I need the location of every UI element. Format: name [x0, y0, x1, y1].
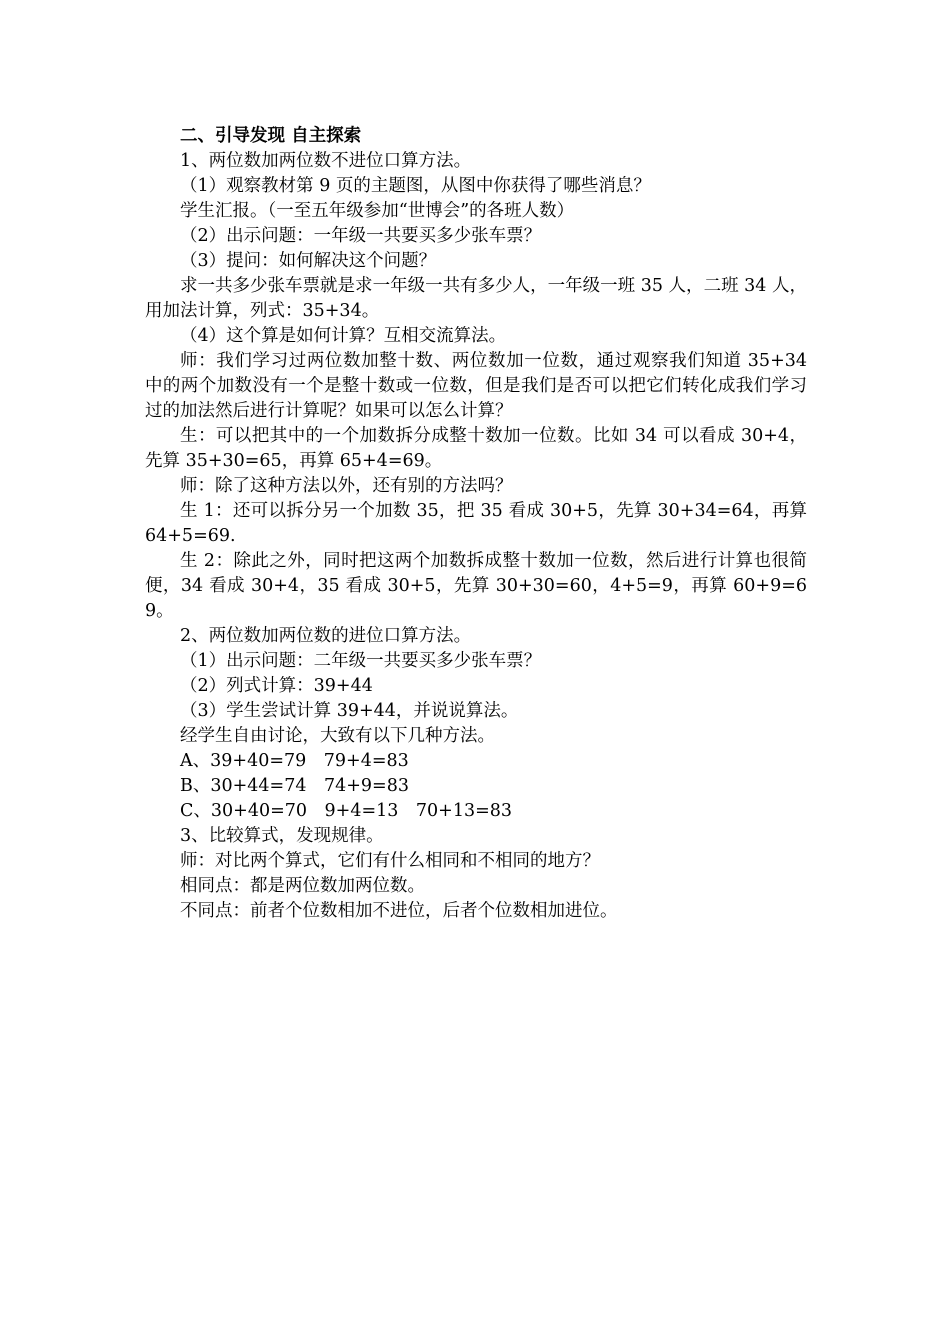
paragraph-5: （3）提问：如何解决这个问题？ [180, 251, 437, 271]
paragraph-4: （2）出示问题：一年级一共要买多少张车票？ [180, 226, 542, 246]
paragraph-9: 生：可以把其中的一个加数拆分成整十数加一位数。比如 34 可以看成 30+4，先算 35+30=65，再算 65+4=69。 [145, 426, 807, 471]
paragraph-7: （4）这个算是如何计算？互相交流算法。 [180, 326, 507, 346]
paragraph-11: 生 1：还可以拆分另一个加数 35，把 35 看成 30+5，先算 30+34=64，再算 64+5=69. [145, 501, 807, 546]
paragraph-1: 1、两位数加两位数不进位口算方法。 [180, 151, 472, 171]
paragraph-2: （1）观察教材第 9 页的主题图，从图中你获得了哪些消息？ [180, 176, 651, 196]
method-c: C、30+40=70 9+4=13 70+13=83 [180, 801, 513, 821]
paragraph-6: 求一共多少张车票就是求一年级一共有多少人，一年级一班 35 人，二班 34 人，用加法计算，列式：35+34。 [145, 276, 807, 321]
paragraph-24: 不同点：前者个位数相加不进位，后者个位数相加进位。 [180, 901, 618, 921]
document-body [145, 124, 807, 924]
paragraph-21: 3、比较算式，发现规律。 [180, 826, 384, 846]
method-a: A、39+40=79 79+4=83 [180, 751, 409, 771]
method-b: B、30+44=74 74+9=83 [180, 776, 409, 796]
paragraph-3: 学生汇报。（一至五年级参加“世博会”的各班人数） [180, 201, 575, 221]
paragraph-17: 经学生自由讨论，大致有以下几种方法。 [180, 726, 495, 746]
paragraph-22: 师：对比两个算式，它们有什么相同和不相同的地方？ [180, 851, 600, 871]
paragraph-10: 师：除了这种方法以外，还有别的方法吗？ [180, 476, 513, 496]
paragraph-15: （2）列式计算：39+44 [180, 676, 373, 696]
paragraph-13: 2、两位数加两位数的进位口算方法。 [180, 626, 472, 646]
section-heading: 二、引导发现 自主探索 [180, 126, 362, 146]
paragraph-8: 师：我们学习过两位数加整十数、两位数加一位数，通过观察我们知道 35+34 中的两个加数没有一个是整十数或一位数，但是我们是否可以把它们转化成我们学习过的加法然后进行计算呢？如果可以怎么计算？ [145, 351, 807, 421]
paragraph-16: （3）学生尝试计算 39+44，并说说算法。 [180, 701, 519, 721]
paragraph-23: 相同点：都是两位数加两位数。 [180, 876, 425, 896]
paragraph-12: 生 2：除此之外，同时把这两个加数拆成整十数加一位数，然后进行计算也很简便，34 看成 30+4，35 看成 30+5，先算 30+30=60，4+5=9，再算 60+9=69。 [145, 551, 807, 621]
paragraph-14: （1）出示问题：二年级一共要买多少张车票？ [180, 651, 542, 671]
